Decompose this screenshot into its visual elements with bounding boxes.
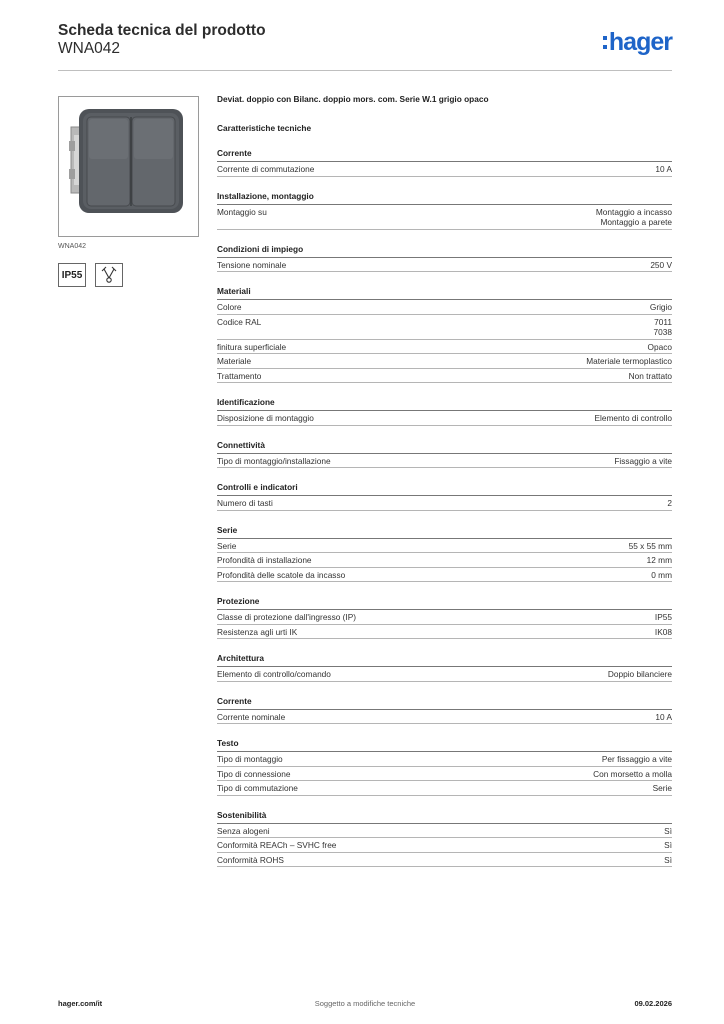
spec-key: Resistenza agli urti IK (217, 626, 298, 637)
spec-value-line: 10 A (655, 164, 672, 174)
spec-row (217, 767, 672, 782)
badges (58, 263, 123, 287)
spec-value (650, 302, 672, 313)
spec-value (655, 612, 672, 623)
spec-key: Tensione nominale (217, 259, 287, 270)
spec-section (217, 810, 672, 868)
section-title: Serie (217, 525, 672, 539)
spec-value-line: IP55 (654, 612, 672, 622)
spec-value-line: 250 V (650, 259, 672, 270)
spec-sections (217, 148, 672, 867)
spec-value-line: Grigio (649, 302, 672, 312)
spec-row (217, 667, 672, 682)
spec-value (653, 783, 672, 794)
spec-value-line: Per fissaggio a vite (601, 754, 672, 764)
spec-section (217, 596, 672, 639)
spec-key: Senza alogeni (217, 825, 270, 836)
section-title: Condizioni di impiego (217, 244, 672, 258)
spec-value (664, 855, 672, 866)
section-title: Controlli e indicatori (217, 482, 672, 496)
spec-value (667, 498, 672, 509)
spec-row (217, 553, 672, 568)
spec-key: Tipo di montaggio (217, 754, 283, 764)
spec-key: Corrente di commutazione (217, 164, 315, 174)
spec-value (664, 840, 672, 851)
spec-row (217, 340, 672, 355)
spec-value-line: Montaggio a parete (600, 217, 672, 227)
spec-key: Numero di tasti (217, 498, 273, 508)
footer-note: Soggetto a modifiche tecniche (314, 999, 416, 1008)
spec-row (217, 853, 672, 868)
spec-row (217, 315, 672, 340)
spec-row (217, 454, 672, 469)
spec-key: Disposizione di montaggio (217, 413, 314, 423)
spec-value-line: Con morsetto a molla (593, 768, 672, 779)
spec-sheet (217, 92, 672, 867)
spec-value (655, 627, 672, 638)
spec-value-line: 12 mm (646, 555, 672, 565)
spec-section (217, 653, 672, 682)
spec-value-line: Sì (664, 840, 672, 850)
spec-key: Tipo di montaggio/installazione (217, 455, 331, 466)
spec-value (654, 317, 672, 338)
section-title: Sostenibilità (217, 810, 672, 824)
product-image (58, 96, 199, 237)
section-title: Architettura (217, 653, 672, 667)
spec-value-line: 10 A (655, 711, 672, 722)
section-title: Identificazione (217, 397, 672, 411)
spec-row (217, 162, 672, 177)
page-header (58, 22, 672, 71)
spec-value-line: Serie (652, 783, 672, 793)
spec-key: Profondità delle scatole da incasso (217, 569, 346, 580)
spec-key: Serie (217, 540, 237, 551)
spec-value-line: Elemento di controllo (594, 413, 672, 423)
section-title: Corrente (217, 696, 672, 710)
spec-row (217, 369, 672, 384)
spec-value-line: Sì (664, 854, 672, 865)
spec-key: Conformità REACh – SVHC free (217, 840, 337, 850)
spec-value (650, 260, 672, 271)
section-title: Connettività (217, 440, 672, 454)
spec-value-line: Fissaggio a vite (614, 455, 672, 466)
hager-logo (603, 30, 672, 54)
spec-value (648, 342, 672, 353)
spec-row (217, 539, 672, 554)
spec-value (647, 555, 672, 566)
spec-section (217, 286, 672, 383)
spec-key: finitura superficiale (217, 341, 287, 352)
spec-value-line: IK08 (654, 626, 672, 637)
page-title: Scheda tecnica del prodotto (58, 22, 266, 39)
spec-section (217, 440, 672, 469)
spec-section (217, 148, 672, 177)
spec-section (217, 696, 672, 725)
spec-section (217, 482, 672, 511)
logo-colon-icon (603, 36, 607, 49)
spec-section (217, 244, 672, 273)
spec-row (217, 411, 672, 426)
footer-website: hager.com/it (58, 999, 103, 1008)
spec-key: Materiale (217, 356, 252, 366)
spec-row (217, 824, 672, 839)
spec-heading: Caratteristiche tecniche (217, 123, 312, 133)
spec-row (217, 710, 672, 725)
spec-value (614, 456, 672, 467)
spec-section (217, 525, 672, 583)
section-title: Protezione (217, 596, 672, 610)
two-way-switch-symbol-icon (95, 263, 123, 287)
spec-value-line: Sì (664, 825, 672, 836)
spec-section (217, 397, 672, 426)
spec-row (217, 610, 672, 625)
spec-row (217, 568, 672, 583)
spec-value (595, 413, 672, 424)
spec-row (217, 625, 672, 640)
section-title: Testo (217, 738, 672, 752)
spec-value-line: 7038 (653, 327, 672, 337)
spec-value-line: 55 x 55 mm (628, 540, 672, 551)
spec-key: Tipo di connessione (217, 768, 291, 779)
section-title: Corrente (217, 148, 672, 162)
spec-value (655, 164, 672, 175)
spec-value (655, 712, 672, 723)
image-caption: WNA042 (58, 243, 87, 250)
spec-value (586, 356, 672, 367)
spec-key: Codice RAL (217, 316, 262, 327)
spec-key: Trattamento (217, 370, 262, 381)
spec-value-line: 0 mm (651, 569, 672, 580)
spec-value-line: Materiale termoplastico (586, 356, 672, 366)
spec-value (629, 371, 672, 382)
spec-value-line: Doppio bilanciere (607, 669, 672, 679)
spec-section (217, 738, 672, 796)
spec-key: Elemento di controllo/comando (217, 669, 331, 679)
footer-date: 09.02.2026 (634, 999, 672, 1008)
product-description: Deviat. doppio con Bilanc. doppio mors. com. Serie W.1 grigio opaco (217, 94, 489, 104)
spec-value (608, 669, 672, 680)
spec-value (664, 826, 672, 837)
spec-row (217, 838, 672, 853)
spec-value-line: Non trattato (628, 370, 672, 381)
spec-value (651, 570, 672, 581)
spec-value (593, 769, 672, 780)
ip55-badge: IP55 (58, 263, 86, 287)
spec-key: Colore (217, 302, 242, 312)
spec-row (217, 300, 672, 315)
product-code: WNA042 (58, 40, 121, 57)
spec-key: Profondità di installazione (217, 555, 312, 565)
spec-value (602, 754, 672, 765)
spec-key: Classe di protezione dall'ingresso (IP) (217, 612, 357, 622)
logo-text: hager (608, 28, 672, 56)
spec-value-line: 2 (667, 498, 672, 508)
section-title: Installazione, montaggio (217, 191, 672, 205)
spec-section (217, 191, 672, 230)
spec-row (217, 496, 672, 511)
spec-value-line: 7011 (654, 316, 672, 327)
spec-key: Montaggio su (217, 206, 267, 217)
spec-value (629, 541, 672, 552)
section-title: Materiali (217, 286, 672, 300)
spec-row (217, 781, 672, 796)
spec-value-line: Montaggio a incasso (595, 206, 672, 217)
spec-key: Tipo di commutazione (217, 783, 298, 793)
spec-key: Corrente nominale (217, 711, 286, 722)
spec-value-line: Opaco (647, 341, 672, 352)
spec-row (217, 354, 672, 369)
switch-product-icon (59, 97, 198, 236)
spec-row (217, 752, 672, 767)
spec-key: Conformità ROHS (217, 854, 284, 865)
spec-row (217, 258, 672, 273)
spec-row (217, 205, 672, 230)
spec-value (596, 207, 672, 228)
